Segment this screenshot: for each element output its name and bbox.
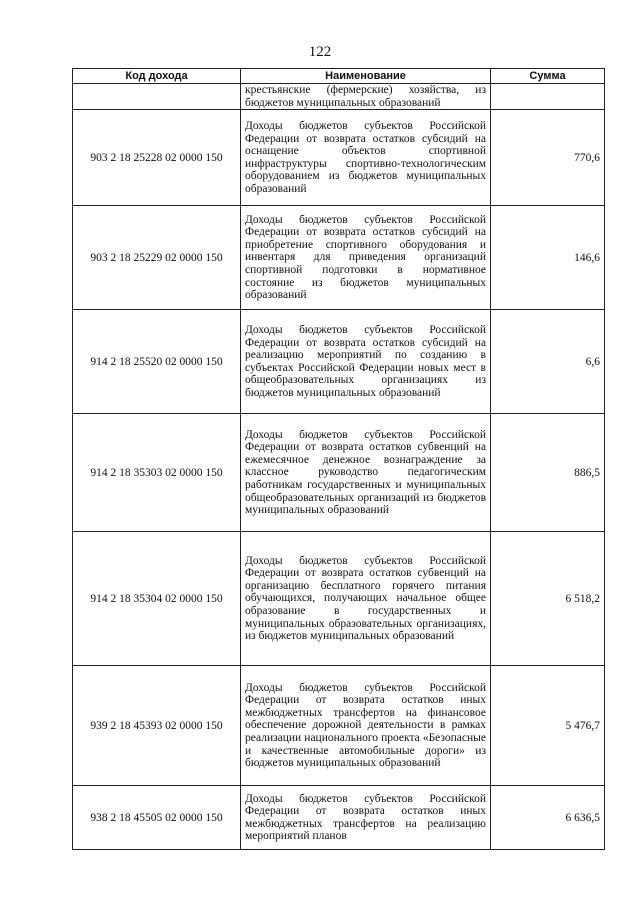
revenue-sum: 6 518,2 [491, 532, 605, 666]
revenue-sum: 770,6 [491, 110, 605, 206]
revenue-table [72, 68, 605, 850]
revenue-code: 938 2 18 45505 02 0000 150 [73, 786, 241, 850]
revenue-sum: 886,5 [491, 414, 605, 532]
revenue-code: 914 2 18 35304 02 0000 150 [73, 532, 241, 666]
page-number: 122 [308, 44, 332, 60]
revenue-name: крестьянские (фермерские) хозяйства, из бюджетов муниципальных образований [241, 84, 491, 110]
revenue-sum: 146,6 [491, 206, 605, 310]
revenue-sum [491, 84, 605, 110]
revenue-sum: 5 476,7 [491, 666, 605, 786]
header-name: Наименование [241, 69, 491, 84]
revenue-code: 903 2 18 25229 02 0000 150 [73, 206, 241, 310]
table-header-row [73, 69, 605, 84]
header-code: Код дохода [73, 69, 241, 84]
table-row [73, 786, 605, 850]
table-row [73, 666, 605, 786]
table-row [73, 206, 605, 310]
revenue-name: Доходы бюджетов субъектов Российской Федерации от возврата остатков субсидий на оснащение объектов спортивной инфраструктуры спортивно-технологическим оборудованием из бюджетов муниципальных образований [241, 110, 491, 206]
revenue-code: 914 2 18 35303 02 0000 150 [73, 414, 241, 532]
revenue-name: Доходы бюджетов субъектов Российской Федерации от возврата остатков субвенций на ежемесячное денежное вознаграждение за классное руководство педагогическим работникам государственных и муниципальных общеобразовательных организаций из бюджетов муниципальных образований [241, 414, 491, 532]
revenue-code [73, 84, 241, 110]
revenue-name: Доходы бюджетов субъектов Российской Федерации от возврата остатков иных межбюджетных трансфертов на реализацию мероприятий планов [241, 786, 491, 850]
table-row [73, 532, 605, 666]
revenue-name: Доходы бюджетов субъектов Российской Федерации от возврата остатков субсидий на реализацию мероприятий по созданию в субъектах Российской Федерации новых мест в общеобразовательных организациях из бюджетов муниципальных образований [241, 310, 491, 414]
table-row [73, 84, 605, 110]
revenue-sum: 6 636,5 [491, 786, 605, 850]
revenue-code: 939 2 18 45393 02 0000 150 [73, 666, 241, 786]
table-row [73, 310, 605, 414]
table-row [73, 414, 605, 532]
revenue-name: Доходы бюджетов субъектов Российской Федерации от возврата остатков субвенций на организацию бесплатного горячего питания обучающихся, получающих начальное общее образование в государственных и муниципальных образовательных организациях, из бюджетов муниципальных образований [241, 532, 491, 666]
revenue-sum: 6,6 [491, 310, 605, 414]
revenue-name: Доходы бюджетов субъектов Российской Федерации от возврата остатков иных межбюджетных трансфертов на финансовое обеспечение дорожной деятельности в рамках реализации национального проекта «Безопасные и качественные автомобильные дороги» из бюджетов муниципальных образований [241, 666, 491, 786]
revenue-code: 903 2 18 25228 02 0000 150 [73, 110, 241, 206]
revenue-name: Доходы бюджетов субъектов Российской Федерации от возврата остатков субсидий на приобретение спортивного оборудования и инвентаря для приведения организаций спортивной подготовки в нормативное состояние из бюджетов муниципальных образований [241, 206, 491, 310]
table-row [73, 110, 605, 206]
header-sum: Сумма [491, 69, 605, 84]
revenue-code: 914 2 18 25520 02 0000 150 [73, 310, 241, 414]
